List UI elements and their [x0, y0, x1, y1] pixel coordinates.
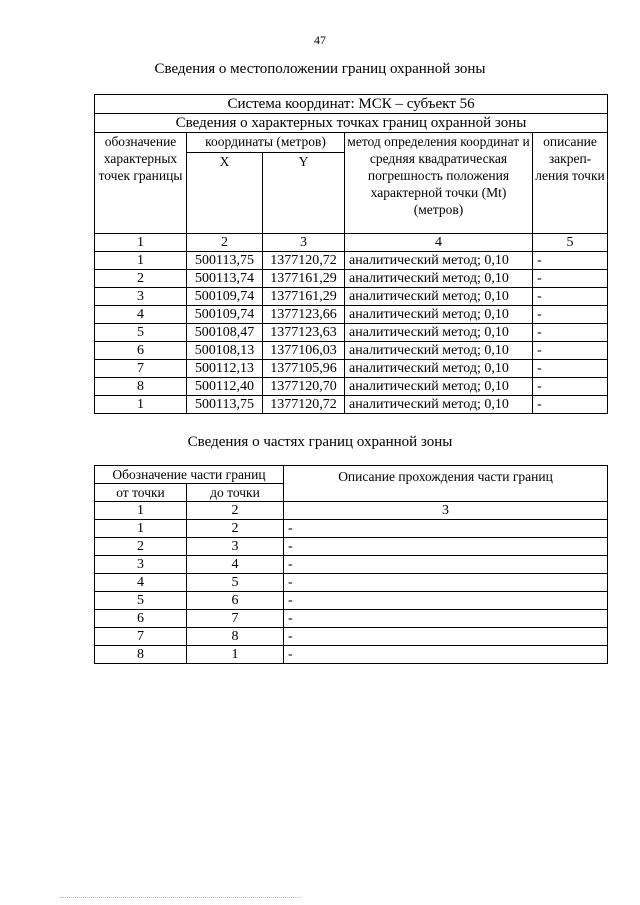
column-number: 1 [95, 502, 187, 520]
section-title-boundary-location: Сведения о местоположении границ охранной зоны [154, 61, 486, 77]
description-cell: - [533, 324, 608, 342]
header-coordinates: координаты (метров) [187, 133, 345, 153]
point-number: 4 [95, 306, 187, 324]
coord-y: 1377161,29 [263, 270, 345, 288]
header-y: Y [263, 153, 345, 234]
to-point-cell: 6 [187, 592, 284, 610]
from-point-cell: 7 [95, 628, 187, 646]
part-description-cell: - [284, 538, 608, 556]
table-row [95, 646, 608, 664]
table-row [95, 378, 608, 396]
to-point-cell: 5 [187, 574, 284, 592]
method-cell: аналитический метод; 0,10 [345, 270, 533, 288]
part-description-cell: - [284, 556, 608, 574]
description-cell: - [533, 288, 608, 306]
to-point-cell: 7 [187, 610, 284, 628]
table-row [95, 628, 608, 646]
coord-x: 500113,75 [187, 252, 263, 270]
coord-x: 500113,75 [187, 396, 263, 414]
description-cell: - [533, 378, 608, 396]
method-cell: аналитический метод; 0,10 [345, 396, 533, 414]
method-cell: аналитический метод; 0,10 [345, 378, 533, 396]
part-description-cell: - [284, 628, 608, 646]
from-point-cell: 8 [95, 646, 187, 664]
from-point-cell: 4 [95, 574, 187, 592]
coord-y: 1377120,72 [263, 396, 345, 414]
coord-x: 500109,74 [187, 306, 263, 324]
coord-x: 500112,40 [187, 378, 263, 396]
coord-y: 1377161,29 [263, 288, 345, 306]
header-method: метод определения координат и средняя квадратическая погрешность положения характерной точки (Mt) (метров) [345, 133, 533, 234]
description-cell: - [533, 396, 608, 414]
point-number: 3 [95, 288, 187, 306]
coord-x: 500112,13 [187, 360, 263, 378]
from-point-cell: 6 [95, 610, 187, 628]
point-number: 6 [95, 342, 187, 360]
point-number: 1 [95, 396, 187, 414]
description-cell: - [533, 360, 608, 378]
column-number: 2 [187, 502, 284, 520]
table-row [95, 270, 608, 288]
column-number: 2 [187, 234, 263, 252]
table-row [95, 360, 608, 378]
part-description-cell: - [284, 592, 608, 610]
header-part-designation: Обозначение части границ [95, 466, 284, 484]
coord-y: 1377123,66 [263, 306, 345, 324]
header-x: X [187, 153, 263, 234]
table-row [95, 342, 608, 360]
scan-artifact [60, 897, 300, 899]
method-cell: аналитический метод; 0,10 [345, 360, 533, 378]
coord-y: 1377106,03 [263, 342, 345, 360]
from-point-cell: 1 [95, 520, 187, 538]
point-number: 1 [95, 252, 187, 270]
boundary-parts-table [94, 465, 608, 664]
table-row [95, 306, 608, 324]
page-number: 47 [314, 33, 326, 47]
table-row [95, 538, 608, 556]
table-row [95, 592, 608, 610]
header-description: описание закреп-ления точки [533, 133, 608, 234]
column-number: 3 [263, 234, 345, 252]
from-point-cell: 3 [95, 556, 187, 574]
column-number: 4 [345, 234, 533, 252]
point-number: 5 [95, 324, 187, 342]
from-point-cell: 2 [95, 538, 187, 556]
header-part-description: Описание прохождения части границ [284, 466, 608, 502]
description-cell: - [533, 270, 608, 288]
description-cell: - [533, 252, 608, 270]
coord-y: 1377120,70 [263, 378, 345, 396]
table-row [95, 574, 608, 592]
table-row [95, 520, 608, 538]
coord-x: 500108,13 [187, 342, 263, 360]
part-description-cell: - [284, 646, 608, 664]
description-cell: - [533, 306, 608, 324]
to-point-cell: 8 [187, 628, 284, 646]
part-description-cell: - [284, 520, 608, 538]
part-description-cell: - [284, 610, 608, 628]
coord-x: 500108,47 [187, 324, 263, 342]
coord-system-header: Система координат: МСК – субъект 56 [95, 95, 608, 114]
table-row [95, 288, 608, 306]
point-number: 2 [95, 270, 187, 288]
point-number: 8 [95, 378, 187, 396]
method-cell: аналитический метод; 0,10 [345, 342, 533, 360]
from-point-cell: 5 [95, 592, 187, 610]
coord-y: 1377123,63 [263, 324, 345, 342]
part-description-cell: - [284, 574, 608, 592]
method-cell: аналитический метод; 0,10 [345, 306, 533, 324]
table-row [95, 396, 608, 414]
table-row [95, 610, 608, 628]
point-number: 7 [95, 360, 187, 378]
boundary-points-table [94, 94, 608, 414]
column-number: 3 [284, 502, 608, 520]
table-row [95, 252, 608, 270]
coord-y: 1377120,72 [263, 252, 345, 270]
to-point-cell: 2 [187, 520, 284, 538]
points-subheader: Сведения о характерных точках границ охранной зоны [95, 114, 608, 133]
to-point-cell: 4 [187, 556, 284, 574]
header-from-point: от точки [95, 484, 187, 502]
section-title-boundary-parts: Сведения о частях границ охранной зоны [187, 434, 453, 450]
header-to-point: до точки [187, 484, 284, 502]
coord-x: 500109,74 [187, 288, 263, 306]
table-row [95, 556, 608, 574]
column-number: 5 [533, 234, 608, 252]
coord-x: 500113,74 [187, 270, 263, 288]
to-point-cell: 3 [187, 538, 284, 556]
coord-y: 1377105,96 [263, 360, 345, 378]
method-cell: аналитический метод; 0,10 [345, 324, 533, 342]
description-cell: - [533, 342, 608, 360]
to-point-cell: 1 [187, 646, 284, 664]
header-designation: обозначение характерных точек границы [95, 133, 187, 234]
method-cell: аналитический метод; 0,10 [345, 252, 533, 270]
table-row [95, 324, 608, 342]
method-cell: аналитический метод; 0,10 [345, 288, 533, 306]
column-number: 1 [95, 234, 187, 252]
